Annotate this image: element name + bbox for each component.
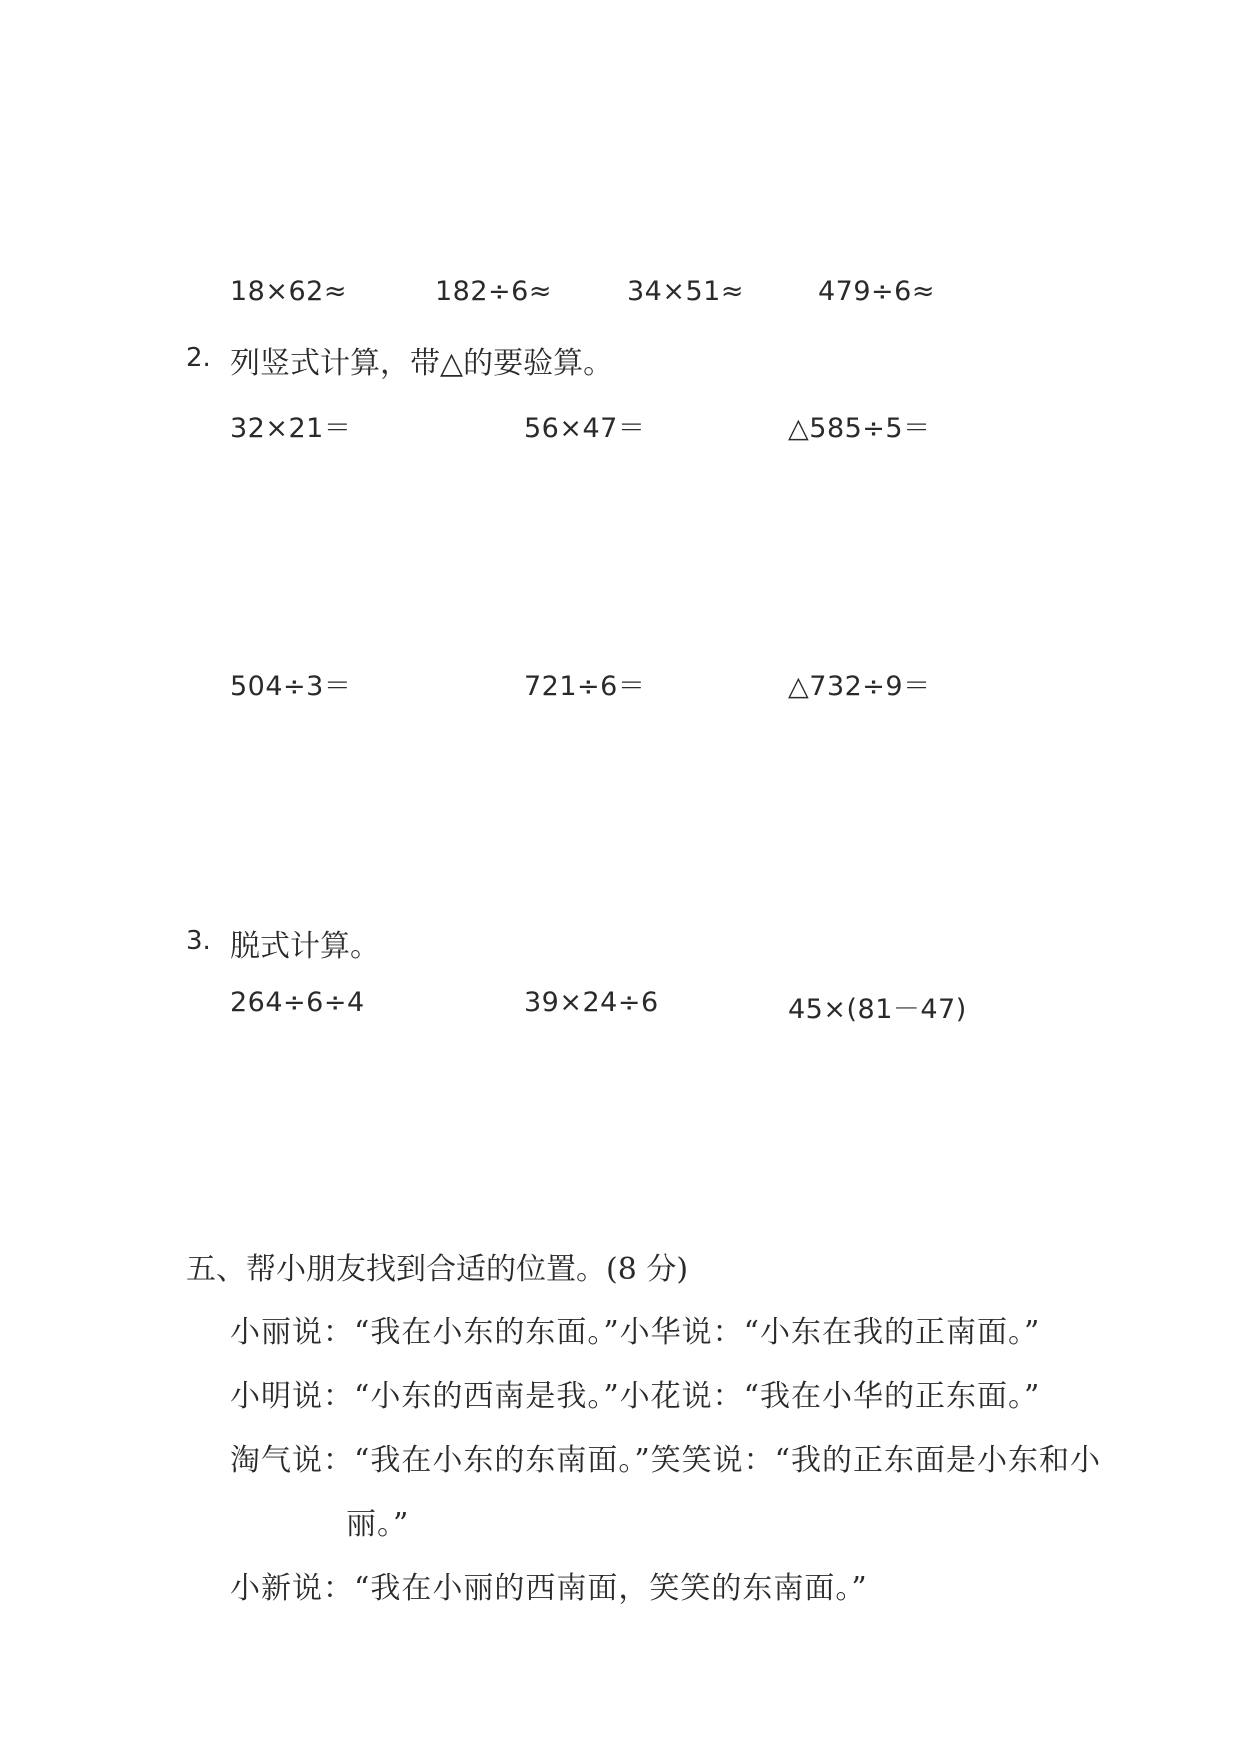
q3-title: 脱式计算。: [230, 929, 380, 964]
q3-expr-2: 39×24÷6: [524, 987, 659, 1018]
q3-number: 3.: [186, 926, 211, 956]
q2-title: 列竖式计算，带△的要验算。: [230, 346, 614, 381]
estimation-item-4: 479÷6≈: [818, 276, 935, 307]
section5-title: 五、帮小朋友找到合适的位置。(8 分): [186, 1252, 689, 1287]
estimation-item-3: 34×51≈: [627, 276, 744, 307]
section5-line-4: 丽。”: [346, 1507, 410, 1542]
q2-expr-1: 32×21＝: [230, 413, 352, 444]
section5-line-5: 小新说：“我在小丽的西南面，笑笑的东南面。”: [230, 1571, 868, 1606]
section5-line-1: 小丽说：“我在小东的东面。”小华说：“小东在我的正南面。”: [230, 1315, 1041, 1350]
section5-line-2: 小明说：“小东的西南是我。”小花说：“我在小华的正东面。”: [230, 1379, 1041, 1414]
estimation-item-2: 182÷6≈: [435, 276, 552, 307]
section5-line-3: 淘气说：“我在小东的东南面。”笑笑说：“我的正东面是小东和小: [230, 1443, 1102, 1478]
q2-expr-4: 504÷3＝: [230, 671, 352, 702]
q2-expr-3: △585÷5＝: [788, 413, 931, 444]
q3-expr-3: 45×(81－47): [788, 994, 967, 1025]
estimation-item-1: 18×62≈: [230, 276, 347, 307]
q2-expr-6: △732÷9＝: [788, 671, 931, 702]
q2-expr-2: 56×47＝: [524, 413, 646, 444]
q2-number: 2.: [186, 343, 211, 373]
q2-expr-5: 721÷6＝: [524, 671, 646, 702]
q3-expr-1: 264÷6÷4: [230, 987, 365, 1018]
